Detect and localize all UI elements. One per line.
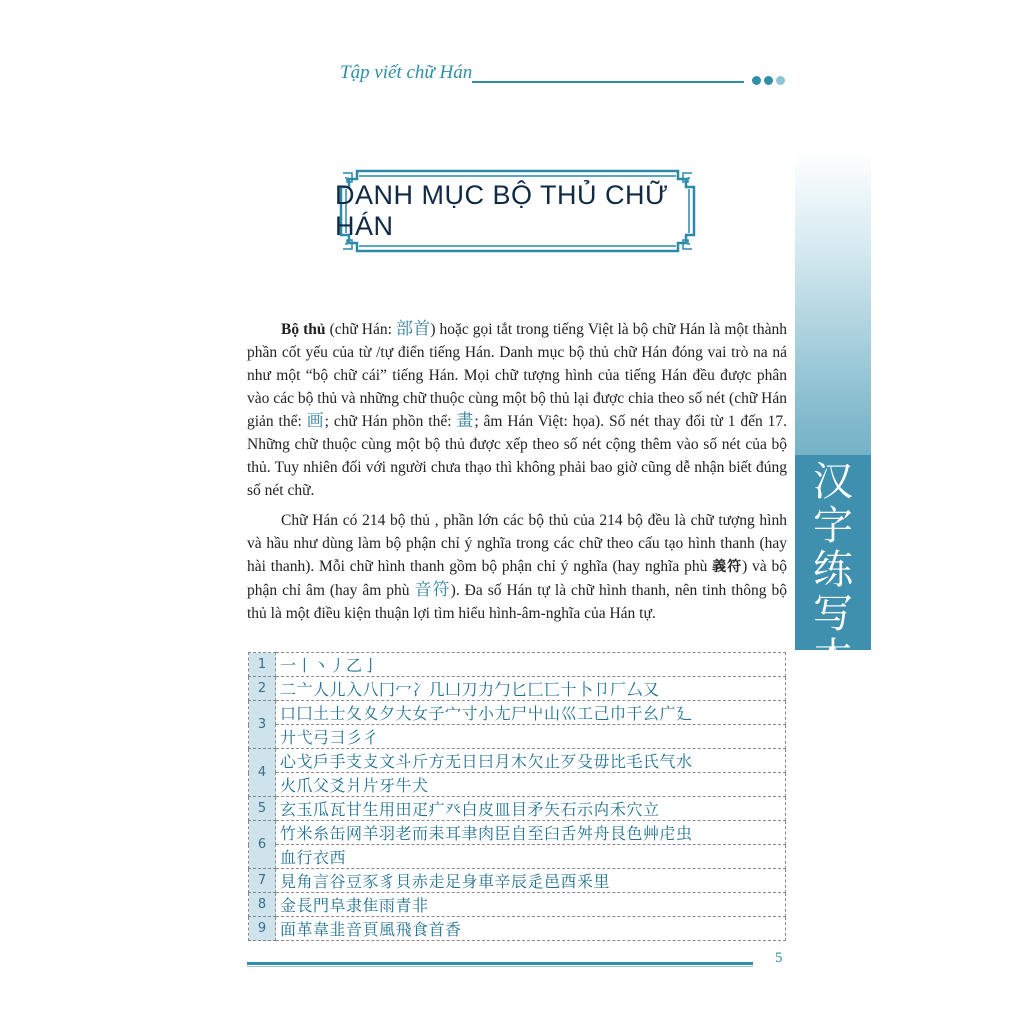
table-row (249, 821, 786, 845)
stroke-count: 9 (249, 917, 276, 941)
radical-list: 金長門阜隶隹雨青非 (276, 893, 786, 917)
running-header-title: Tập viết chữ Hán (340, 62, 473, 83)
table-row (249, 749, 786, 773)
text-run: ) hoặc gọi tắt trong tiếng Việt là bộ chữ Hán là một thành phần cốt yếu của từ /tự điển tiếng Hán. Danh mục bộ thủ chữ Hán đóng vai trò na ná như một “bộ chữ cái” tiếng Hán. Mọi chữ tượng hình của tiếng Hán đều được phân vào các bộ thủ và những chữ thuộc cùng một bộ thủ lại được chia theo số nét (chữ Hán giản thể: (247, 321, 787, 430)
header-dots (752, 76, 785, 85)
stroke-count: 3 (249, 701, 276, 749)
table-row (249, 725, 786, 749)
stroke-count: 5 (249, 797, 276, 821)
term-bo-thu: Bộ thủ (281, 321, 326, 338)
table-row (249, 893, 786, 917)
table-row (249, 845, 786, 869)
table-row (249, 869, 786, 893)
header-rule (472, 81, 744, 83)
radical-list: 二亠人儿入八冂冖冫几凵刀力勹匕匚匸十卜卩厂厶又 (276, 677, 786, 701)
stroke-count: 2 (249, 677, 276, 701)
chinese-term: 音符 (414, 580, 451, 600)
stroke-count: 1 (249, 653, 276, 677)
footer-rule-thin (247, 966, 753, 967)
header-dot (764, 76, 773, 85)
stroke-count: 7 (249, 869, 276, 893)
radical-list: 火爪父爻爿片牙牛犬 (276, 773, 786, 797)
section-title: DANH MỤC BỘ THỦ CHỮ HÁN (335, 180, 669, 241)
stroke-count: 4 (249, 749, 276, 797)
side-char: 汉 (813, 459, 853, 505)
text-run: Chữ Hán có 214 bộ thủ , phần lớn các bộ thủ của 214 bộ đều là chữ tượng hình và hầu như dùng làm bộ phận chỉ ý nghĩa trong các chữ theo cấu tạo hình thanh (hay hài thanh). Mỗi chữ hình thanh gồm bộ phận chỉ ý nghĩa (hay nghĩa phù (247, 512, 787, 575)
section-title-frame (335, 165, 700, 257)
table-row (249, 797, 786, 821)
radical-list: 面革韋韭音頁風飛食首香 (276, 917, 786, 941)
text-run: ; âm Hán Việt: họa). Số nét thay đổi từ 1 đến 17. Những chữ thuộc cùng một bộ thủ được xếp theo số nét cộng thêm vào số nét của bộ thủ. Tuy nhiên đối với người chưa thạo thì không phải bao giờ cũng dễ nhận biết đúng số nét chữ. (247, 413, 788, 499)
radical-list: 見角言谷豆豕豸貝赤走足身車辛辰辵邑酉釆里 (276, 869, 786, 893)
radical-list: 一丨丶丿乙亅 (276, 653, 786, 677)
side-char: 练 (813, 547, 853, 593)
paragraph-radicals-usage (247, 509, 787, 625)
paragraph-radicals-intro (247, 318, 787, 502)
side-char: 写 (813, 591, 853, 637)
chinese-term: 畫 (456, 411, 475, 431)
radical-list: 心戈戶手支攴文斗斤方无日曰月木欠止歹殳毋比毛氏气水 (276, 749, 786, 773)
text-run: ) và bộ phận chỉ âm (hay âm phù (247, 558, 788, 599)
radical-list: 玄玉瓜瓦甘生用田疋疒癶白皮皿目矛矢石示禸禾穴立 (276, 797, 786, 821)
text-run: ). Đa số Hán tự là chữ hình thanh, nên tinh thông bộ thủ là một điều kiện thuận lợi tìm hiểu hình-âm-nghĩa của Hán tự. (247, 582, 787, 622)
chinese-term: 部首 (395, 319, 431, 339)
page-number: 5 (775, 950, 783, 966)
radical-list: 口囗土士夂夊夕大女子宀寸小尢尸屮山巛工己巾干幺广廴 (276, 701, 786, 725)
table-row (249, 917, 786, 941)
stroke-count: 6 (249, 821, 276, 869)
chinese-term: 画 (306, 411, 325, 431)
header-dot (776, 76, 785, 85)
radical-list: 血行衣西 (276, 845, 786, 869)
side-char: 字 (813, 503, 853, 549)
footer-rule (247, 962, 753, 965)
radical-list: 竹米糸缶网羊羽老而耒耳聿肉臣自至臼舌舛舟艮色艸虍虫 (276, 821, 786, 845)
table-row (249, 773, 786, 797)
radical-table (248, 652, 786, 941)
text-run: ; chữ Hán phồn thể: (324, 413, 457, 430)
text-run: (chữ Hán: (325, 321, 396, 338)
radical-list: 廾弋弓彐彡彳 (276, 725, 786, 749)
header-dot (752, 76, 761, 85)
side-vertical-title (795, 460, 871, 680)
side-char: 本 (813, 635, 853, 681)
table-row (249, 677, 786, 701)
table-row (249, 701, 786, 725)
stroke-count: 8 (249, 893, 276, 917)
table-row (249, 653, 786, 677)
chinese-term: 義符 (712, 559, 743, 575)
